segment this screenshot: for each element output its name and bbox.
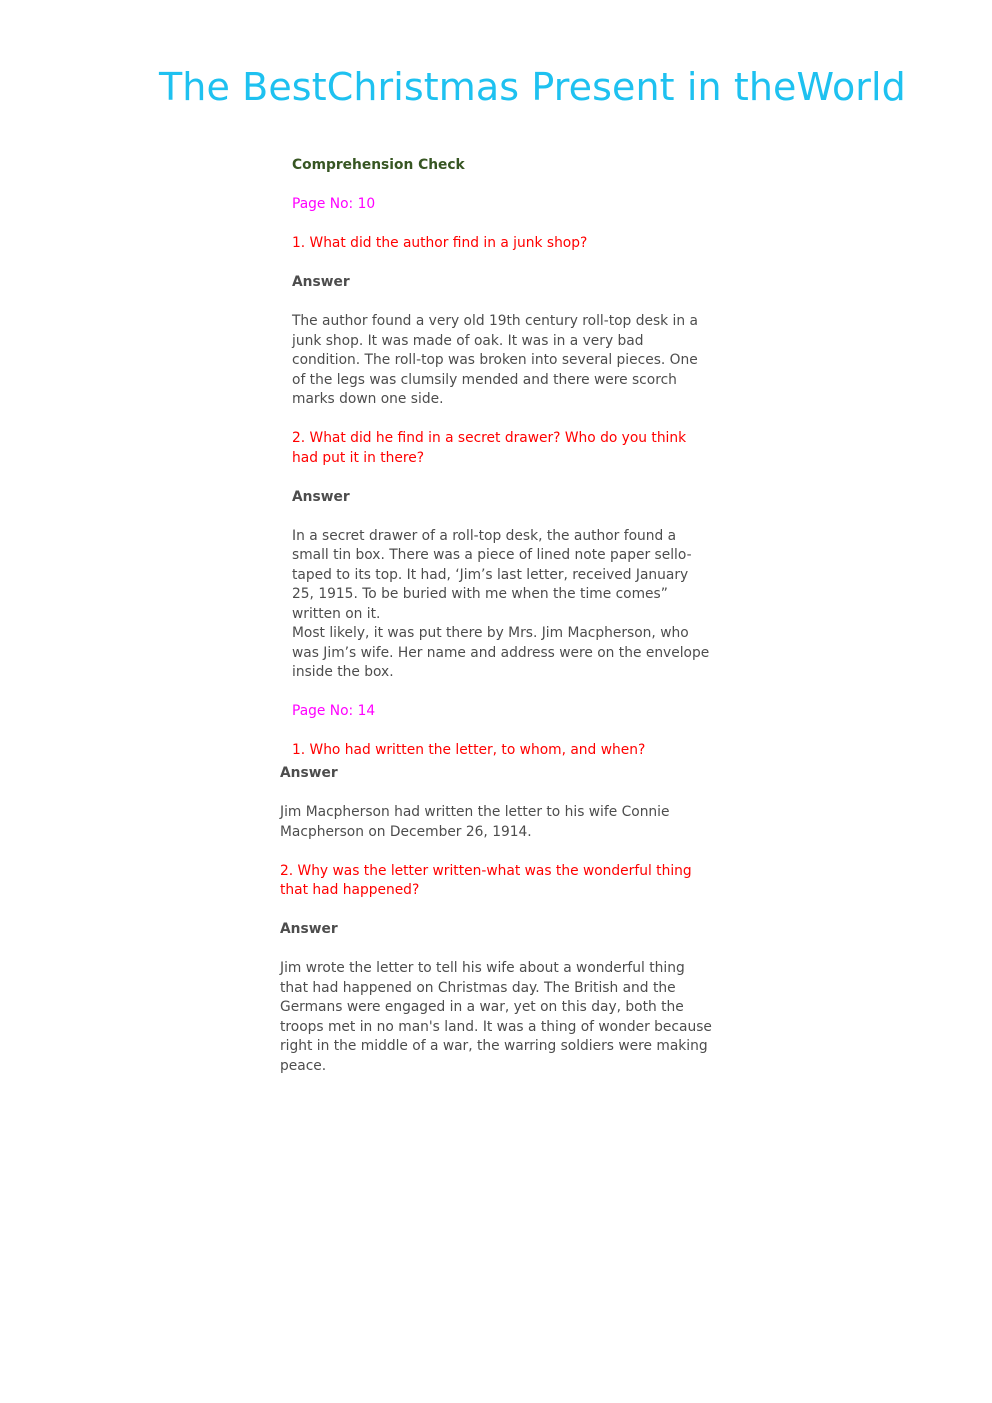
answer-label: Answer	[292, 274, 350, 290]
answer-14-1: Jim Macpherson had written the letter to his wife Connie Macpherson on December 26, 1914.	[280, 804, 670, 840]
answer-14-2: Jim wrote the letter to tell his wife about a wonderful thing that had happened on Christmas day. The British and the Germans were engaged in a war, yet on this day, both the troops met in no man's land. It was a thing of wonder because right in the middle of a war, the warring soldiers were making peace.	[280, 960, 712, 1074]
answer-label: Answer	[280, 765, 338, 781]
page-label-14: Page No: 14	[292, 703, 376, 719]
answer-10-2-paragraph-1: In a secret drawer of a roll-top desk, the author found a small tin box. There was a piece of lined note paper sello-taped to its top. It had, ‘Jim’s last letter, received January 25, 1915. To be buried with me when the time comes” written on it.	[292, 527, 692, 622]
section-heading: Comprehension Check	[292, 157, 465, 173]
question-14-2: 2. Why was the letter written-what was the wonderful thing that had happened?	[280, 862, 692, 898]
question-14-1: 1. Who had written the letter, to whom, and when?	[292, 742, 646, 758]
question-10-2: 2. What did he find in a secret drawer? Who do you think had put it in there?	[292, 430, 687, 466]
answer-label: Answer	[280, 921, 338, 937]
page-label-10: Page No: 10	[292, 196, 376, 212]
answer-label: Answer	[292, 488, 350, 505]
answer-10-1: The author found a very old 19th century roll-top desk in a junk shop. It was made of oak. It was in a very bad condition. The roll-top was broken into several pieces. One of the legs was clumsily mended and there were scorch marks down one side.	[292, 313, 698, 407]
comprehension-section-page-14	[280, 764, 712, 1096]
comprehension-section-page-10	[292, 156, 712, 765]
answer-10-2-paragraph-2: Most likely, it was put there by Mrs. Jim Macpherson, who was Jim’s wife. Her name and address were on the envelope inside the box.	[292, 625, 710, 680]
question-10-1: 1. What did the author find in a junk shop?	[292, 235, 588, 251]
document-title: The BestChristmas Present in theWorld	[159, 65, 906, 109]
answer-10-2	[292, 527, 712, 683]
